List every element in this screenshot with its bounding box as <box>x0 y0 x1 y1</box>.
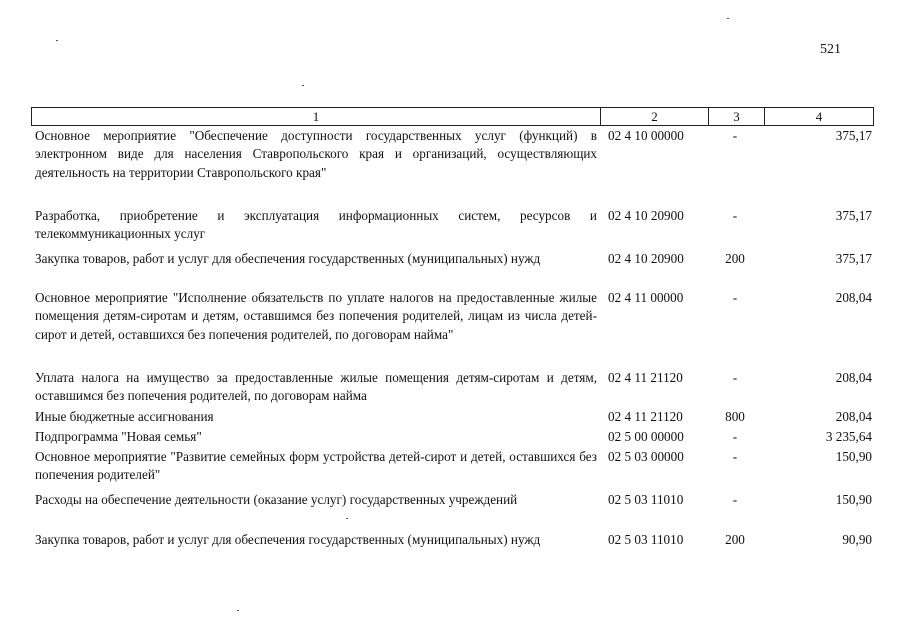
row-expense-type: - <box>732 370 738 385</box>
row-expense-type: - <box>732 449 738 464</box>
row-expense-type: 200 <box>725 251 745 266</box>
row-expense-type: - <box>732 429 738 444</box>
row-name: Расходы на обеспечение деятельности (оказание услуг) государственных учреждений <box>35 492 518 507</box>
row-expense-type: 200 <box>725 532 745 547</box>
row-expense-type: - <box>732 492 738 507</box>
row-code: 02 5 03 00000 <box>608 449 684 464</box>
row-code: 02 4 10 20900 <box>608 208 684 223</box>
row-code: 02 4 11 21120 <box>608 409 683 424</box>
row-amount: 208,04 <box>835 409 872 424</box>
row-name: Разработка, приобретение и эксплуатация информационных систем, ресурсов и телекоммуникационных услуг <box>35 208 597 242</box>
row-name: Закупка товаров, работ и услуг для обеспечения государственных (муниципальных) нужд <box>35 251 541 266</box>
row-amount: 150,90 <box>835 492 872 507</box>
row-expense-type: - <box>732 128 738 143</box>
row-expense-type: - <box>732 290 738 305</box>
row-amount: 375,17 <box>835 128 872 143</box>
row-name: Подпрограмма "Новая семья" <box>35 429 202 444</box>
row-name: Уплата налога на имущество за предоставленные жилые помещения детям-сиротам и детям, оставшимся без попечения родителей, по договорам найма <box>35 370 597 404</box>
row-code: 02 5 00 00000 <box>608 429 684 444</box>
row-amount: 150,90 <box>835 449 872 464</box>
row-expense-type: - <box>732 208 738 223</box>
row-name: Закупка товаров, работ и услуг для обеспечения государственных (муниципальных) нужд <box>35 532 541 547</box>
row-amount: 208,04 <box>835 290 872 305</box>
column-header-3: 3 <box>733 109 740 124</box>
row-code: 02 5 03 11010 <box>608 492 684 507</box>
row-amount: 375,17 <box>835 251 872 266</box>
page-number: 521 <box>820 42 841 57</box>
scan-speck <box>346 518 348 519</box>
row-code: 02 4 11 21120 <box>608 370 683 385</box>
table-header <box>31 107 874 126</box>
scan-speck <box>237 610 239 611</box>
row-name: Основное мероприятие "Исполнение обязательств по уплате налогов на предоставленные жилые помещения детям-сиротам и детям, оставшимся без попечения родителей, лицам из числа детей-сирот и детей, оставшихся без попечения родителей, по договорам найма" <box>35 290 597 342</box>
row-name: Основное мероприятие "Обеспечение доступности государственных услуг (функций) в электронном виде для населения Ставропольского края и организаций, осуществляющих деятельность на территории Ставропольского края" <box>35 128 597 180</box>
row-code: 02 4 10 20900 <box>608 251 684 266</box>
row-expense-type: 800 <box>725 409 745 424</box>
row-name: Основное мероприятие "Развитие семейных форм устройства детей-сирот и детей, оставшихся без попечения родителей" <box>35 449 597 483</box>
row-amount: 90,90 <box>842 532 872 547</box>
row-code: 02 4 11 00000 <box>608 290 684 305</box>
column-header-1: 1 <box>312 109 320 124</box>
scan-speck <box>727 18 729 19</box>
row-amount: 3 235,64 <box>825 429 872 444</box>
column-header-2: 2 <box>651 109 658 124</box>
row-amount: 208,04 <box>835 370 872 385</box>
row-name: Иные бюджетные ассигнования <box>35 409 214 424</box>
row-code: 02 4 10 00000 <box>608 128 684 143</box>
row-amount: 375,17 <box>835 208 872 223</box>
row-code: 02 5 03 11010 <box>608 532 684 547</box>
scan-speck <box>56 40 58 41</box>
column-header-4: 4 <box>815 109 823 124</box>
scan-speck <box>302 85 304 86</box>
